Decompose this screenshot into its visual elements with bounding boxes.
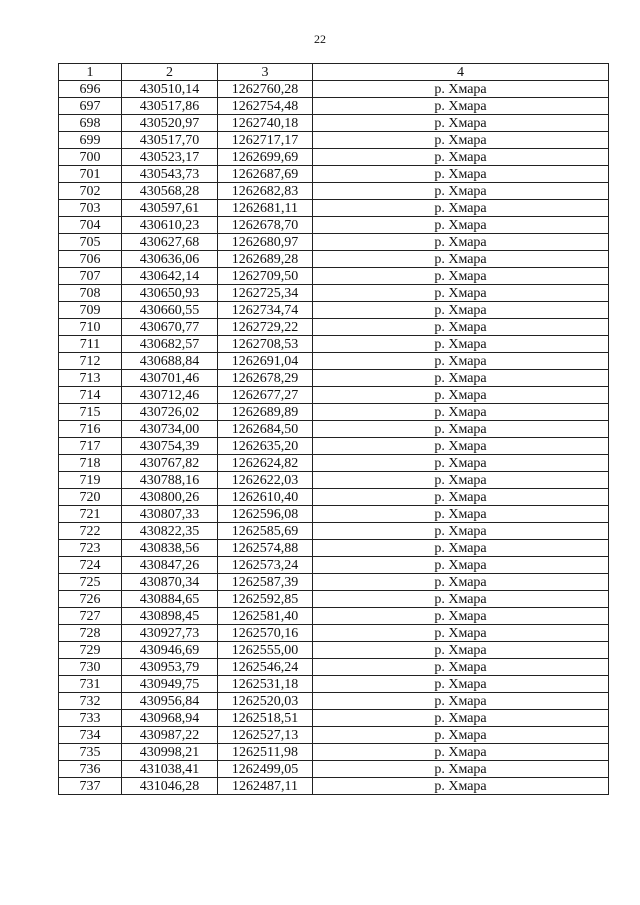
table-row <box>59 81 609 98</box>
table-row <box>59 659 609 676</box>
x-coordinate-cell: 430822,35 <box>122 523 218 540</box>
table-row <box>59 727 609 744</box>
object-name-cell: р. Хмара <box>313 132 609 149</box>
x-coordinate-cell: 430670,77 <box>122 319 218 336</box>
y-coordinate-cell: 1262678,70 <box>218 217 313 234</box>
object-name-cell: р. Хмара <box>313 574 609 591</box>
object-name-cell: р. Хмара <box>313 319 609 336</box>
table-row <box>59 404 609 421</box>
table-row <box>59 591 609 608</box>
y-coordinate-cell: 1262622,03 <box>218 472 313 489</box>
object-name-cell: р. Хмара <box>313 98 609 115</box>
table-row <box>59 302 609 319</box>
object-name-cell: р. Хмара <box>313 778 609 795</box>
x-coordinate-cell: 430898,45 <box>122 608 218 625</box>
object-name-cell: р. Хмара <box>313 438 609 455</box>
x-coordinate-cell: 430838,56 <box>122 540 218 557</box>
object-name-cell: р. Хмара <box>313 251 609 268</box>
table-row <box>59 234 609 251</box>
point-number-cell: 704 <box>59 217 122 234</box>
point-number-cell: 727 <box>59 608 122 625</box>
point-number-cell: 736 <box>59 761 122 778</box>
x-coordinate-cell: 430884,65 <box>122 591 218 608</box>
point-number-cell: 699 <box>59 132 122 149</box>
y-coordinate-cell: 1262709,50 <box>218 268 313 285</box>
x-coordinate-cell: 430660,55 <box>122 302 218 319</box>
table-row <box>59 676 609 693</box>
x-coordinate-cell: 430712,46 <box>122 387 218 404</box>
object-name-cell: р. Хмара <box>313 149 609 166</box>
point-number-cell: 715 <box>59 404 122 421</box>
x-coordinate-cell: 430610,23 <box>122 217 218 234</box>
table-row <box>59 778 609 795</box>
object-name-cell: р. Хмара <box>313 268 609 285</box>
point-number-cell: 724 <box>59 557 122 574</box>
table-row <box>59 506 609 523</box>
object-name-cell: р. Хмара <box>313 421 609 438</box>
y-coordinate-cell: 1262585,69 <box>218 523 313 540</box>
x-coordinate-cell: 430870,34 <box>122 574 218 591</box>
table-body <box>59 81 609 795</box>
object-name-cell: р. Хмара <box>313 642 609 659</box>
point-number-cell: 706 <box>59 251 122 268</box>
point-number-cell: 730 <box>59 659 122 676</box>
object-name-cell: р. Хмара <box>313 676 609 693</box>
object-name-cell: р. Хмара <box>313 217 609 234</box>
x-coordinate-cell: 430568,28 <box>122 183 218 200</box>
y-coordinate-cell: 1262729,22 <box>218 319 313 336</box>
x-coordinate-cell: 430998,21 <box>122 744 218 761</box>
object-name-cell: р. Хмара <box>313 710 609 727</box>
point-number-cell: 698 <box>59 115 122 132</box>
x-coordinate-cell: 430627,68 <box>122 234 218 251</box>
table-row <box>59 166 609 183</box>
point-number-cell: 719 <box>59 472 122 489</box>
table-row <box>59 523 609 540</box>
point-number-cell: 720 <box>59 489 122 506</box>
x-coordinate-cell: 430956,84 <box>122 693 218 710</box>
object-name-cell: р. Хмара <box>313 183 609 200</box>
x-coordinate-cell: 430968,94 <box>122 710 218 727</box>
object-name-cell: р. Хмара <box>313 506 609 523</box>
x-coordinate-cell: 430800,26 <box>122 489 218 506</box>
point-number-cell: 718 <box>59 455 122 472</box>
object-name-cell: р. Хмара <box>313 489 609 506</box>
y-coordinate-cell: 1262754,48 <box>218 98 313 115</box>
object-name-cell: р. Хмара <box>313 693 609 710</box>
table-row <box>59 540 609 557</box>
y-coordinate-cell: 1262678,29 <box>218 370 313 387</box>
table-header <box>59 64 609 81</box>
y-coordinate-cell: 1262717,17 <box>218 132 313 149</box>
x-coordinate-cell: 430517,86 <box>122 98 218 115</box>
y-coordinate-cell: 1262691,04 <box>218 353 313 370</box>
x-coordinate-cell: 430682,57 <box>122 336 218 353</box>
object-name-cell: р. Хмара <box>313 659 609 676</box>
x-coordinate-cell: 430946,69 <box>122 642 218 659</box>
point-number-cell: 726 <box>59 591 122 608</box>
table-row <box>59 438 609 455</box>
y-coordinate-cell: 1262677,27 <box>218 387 313 404</box>
point-number-cell: 717 <box>59 438 122 455</box>
table-row <box>59 149 609 166</box>
column-header-3: 3 <box>218 64 313 81</box>
x-coordinate-cell: 430701,46 <box>122 370 218 387</box>
x-coordinate-cell: 430807,33 <box>122 506 218 523</box>
point-number-cell: 732 <box>59 693 122 710</box>
y-coordinate-cell: 1262573,24 <box>218 557 313 574</box>
object-name-cell: р. Хмара <box>313 285 609 302</box>
y-coordinate-cell: 1262687,69 <box>218 166 313 183</box>
point-number-cell: 723 <box>59 540 122 557</box>
point-number-cell: 721 <box>59 506 122 523</box>
object-name-cell: р. Хмара <box>313 744 609 761</box>
object-name-cell: р. Хмара <box>313 761 609 778</box>
y-coordinate-cell: 1262487,11 <box>218 778 313 795</box>
object-name-cell: р. Хмара <box>313 404 609 421</box>
y-coordinate-cell: 1262680,97 <box>218 234 313 251</box>
x-coordinate-cell: 430949,75 <box>122 676 218 693</box>
y-coordinate-cell: 1262587,39 <box>218 574 313 591</box>
x-coordinate-cell: 430847,26 <box>122 557 218 574</box>
object-name-cell: р. Хмара <box>313 353 609 370</box>
table-row <box>59 710 609 727</box>
x-coordinate-cell: 431046,28 <box>122 778 218 795</box>
table-row <box>59 455 609 472</box>
point-number-cell: 697 <box>59 98 122 115</box>
x-coordinate-cell: 430927,73 <box>122 625 218 642</box>
table-row <box>59 268 609 285</box>
object-name-cell: р. Хмара <box>313 200 609 217</box>
y-coordinate-cell: 1262527,13 <box>218 727 313 744</box>
object-name-cell: р. Хмара <box>313 387 609 404</box>
table-row <box>59 370 609 387</box>
point-number-cell: 722 <box>59 523 122 540</box>
y-coordinate-cell: 1262684,50 <box>218 421 313 438</box>
table-row <box>59 608 609 625</box>
point-number-cell: 709 <box>59 302 122 319</box>
table-row <box>59 642 609 659</box>
point-number-cell: 713 <box>59 370 122 387</box>
point-number-cell: 701 <box>59 166 122 183</box>
point-number-cell: 702 <box>59 183 122 200</box>
object-name-cell: р. Хмара <box>313 557 609 574</box>
column-header-1: 1 <box>59 64 122 81</box>
x-coordinate-cell: 430734,00 <box>122 421 218 438</box>
point-number-cell: 728 <box>59 625 122 642</box>
point-number-cell: 729 <box>59 642 122 659</box>
y-coordinate-cell: 1262734,74 <box>218 302 313 319</box>
object-name-cell: р. Хмара <box>313 540 609 557</box>
table-row <box>59 574 609 591</box>
table-row <box>59 98 609 115</box>
y-coordinate-cell: 1262570,16 <box>218 625 313 642</box>
y-coordinate-cell: 1262699,69 <box>218 149 313 166</box>
table-row <box>59 183 609 200</box>
x-coordinate-cell: 430953,79 <box>122 659 218 676</box>
point-number-cell: 725 <box>59 574 122 591</box>
point-number-cell: 711 <box>59 336 122 353</box>
point-number-cell: 696 <box>59 81 122 98</box>
y-coordinate-cell: 1262520,03 <box>218 693 313 710</box>
object-name-cell: р. Хмара <box>313 370 609 387</box>
table-row <box>59 387 609 404</box>
point-number-cell: 710 <box>59 319 122 336</box>
y-coordinate-cell: 1262546,24 <box>218 659 313 676</box>
y-coordinate-cell: 1262555,00 <box>218 642 313 659</box>
object-name-cell: р. Хмара <box>313 523 609 540</box>
table-row <box>59 489 609 506</box>
table-row <box>59 319 609 336</box>
x-coordinate-cell: 430520,97 <box>122 115 218 132</box>
point-number-cell: 705 <box>59 234 122 251</box>
x-coordinate-cell: 430642,14 <box>122 268 218 285</box>
table-row <box>59 421 609 438</box>
object-name-cell: р. Хмара <box>313 166 609 183</box>
y-coordinate-cell: 1262592,85 <box>218 591 313 608</box>
x-coordinate-cell: 430523,17 <box>122 149 218 166</box>
header-row <box>59 64 609 81</box>
object-name-cell: р. Хмара <box>313 336 609 353</box>
table-row <box>59 472 609 489</box>
x-coordinate-cell: 430517,70 <box>122 132 218 149</box>
point-number-cell: 707 <box>59 268 122 285</box>
table-row <box>59 557 609 574</box>
point-number-cell: 700 <box>59 149 122 166</box>
y-coordinate-cell: 1262511,98 <box>218 744 313 761</box>
y-coordinate-cell: 1262499,05 <box>218 761 313 778</box>
y-coordinate-cell: 1262681,11 <box>218 200 313 217</box>
y-coordinate-cell: 1262740,18 <box>218 115 313 132</box>
y-coordinate-cell: 1262531,18 <box>218 676 313 693</box>
y-coordinate-cell: 1262682,83 <box>218 183 313 200</box>
y-coordinate-cell: 1262574,88 <box>218 540 313 557</box>
table-row <box>59 336 609 353</box>
x-coordinate-cell: 430510,14 <box>122 81 218 98</box>
object-name-cell: р. Хмара <box>313 115 609 132</box>
y-coordinate-cell: 1262708,53 <box>218 336 313 353</box>
coordinates-table <box>58 63 609 795</box>
column-header-4: 4 <box>313 64 609 81</box>
x-coordinate-cell: 430688,84 <box>122 353 218 370</box>
y-coordinate-cell: 1262581,40 <box>218 608 313 625</box>
object-name-cell: р. Хмара <box>313 234 609 251</box>
y-coordinate-cell: 1262689,89 <box>218 404 313 421</box>
y-coordinate-cell: 1262689,28 <box>218 251 313 268</box>
object-name-cell: р. Хмара <box>313 727 609 744</box>
point-number-cell: 733 <box>59 710 122 727</box>
table-row <box>59 285 609 302</box>
y-coordinate-cell: 1262760,28 <box>218 81 313 98</box>
point-number-cell: 716 <box>59 421 122 438</box>
page-number: 22 <box>314 32 326 46</box>
x-coordinate-cell: 430788,16 <box>122 472 218 489</box>
point-number-cell: 735 <box>59 744 122 761</box>
y-coordinate-cell: 1262725,34 <box>218 285 313 302</box>
point-number-cell: 737 <box>59 778 122 795</box>
object-name-cell: р. Хмара <box>313 608 609 625</box>
object-name-cell: р. Хмара <box>313 625 609 642</box>
x-coordinate-cell: 430636,06 <box>122 251 218 268</box>
table-row <box>59 132 609 149</box>
y-coordinate-cell: 1262624,82 <box>218 455 313 472</box>
object-name-cell: р. Хмара <box>313 455 609 472</box>
column-header-2: 2 <box>122 64 218 81</box>
x-coordinate-cell: 430767,82 <box>122 455 218 472</box>
table-row <box>59 353 609 370</box>
table-row <box>59 761 609 778</box>
point-number-cell: 731 <box>59 676 122 693</box>
table-row <box>59 115 609 132</box>
table-row <box>59 251 609 268</box>
x-coordinate-cell: 431038,41 <box>122 761 218 778</box>
y-coordinate-cell: 1262610,40 <box>218 489 313 506</box>
table-row <box>59 200 609 217</box>
x-coordinate-cell: 430597,61 <box>122 200 218 217</box>
point-number-cell: 714 <box>59 387 122 404</box>
table-row <box>59 625 609 642</box>
x-coordinate-cell: 430987,22 <box>122 727 218 744</box>
x-coordinate-cell: 430543,73 <box>122 166 218 183</box>
point-number-cell: 708 <box>59 285 122 302</box>
point-number-cell: 712 <box>59 353 122 370</box>
table-row <box>59 217 609 234</box>
object-name-cell: р. Хмара <box>313 472 609 489</box>
table-row <box>59 693 609 710</box>
x-coordinate-cell: 430650,93 <box>122 285 218 302</box>
x-coordinate-cell: 430726,02 <box>122 404 218 421</box>
y-coordinate-cell: 1262635,20 <box>218 438 313 455</box>
object-name-cell: р. Хмара <box>313 302 609 319</box>
point-number-cell: 734 <box>59 727 122 744</box>
y-coordinate-cell: 1262596,08 <box>218 506 313 523</box>
table-row <box>59 744 609 761</box>
x-coordinate-cell: 430754,39 <box>122 438 218 455</box>
point-number-cell: 703 <box>59 200 122 217</box>
y-coordinate-cell: 1262518,51 <box>218 710 313 727</box>
object-name-cell: р. Хмара <box>313 591 609 608</box>
object-name-cell: р. Хмара <box>313 81 609 98</box>
